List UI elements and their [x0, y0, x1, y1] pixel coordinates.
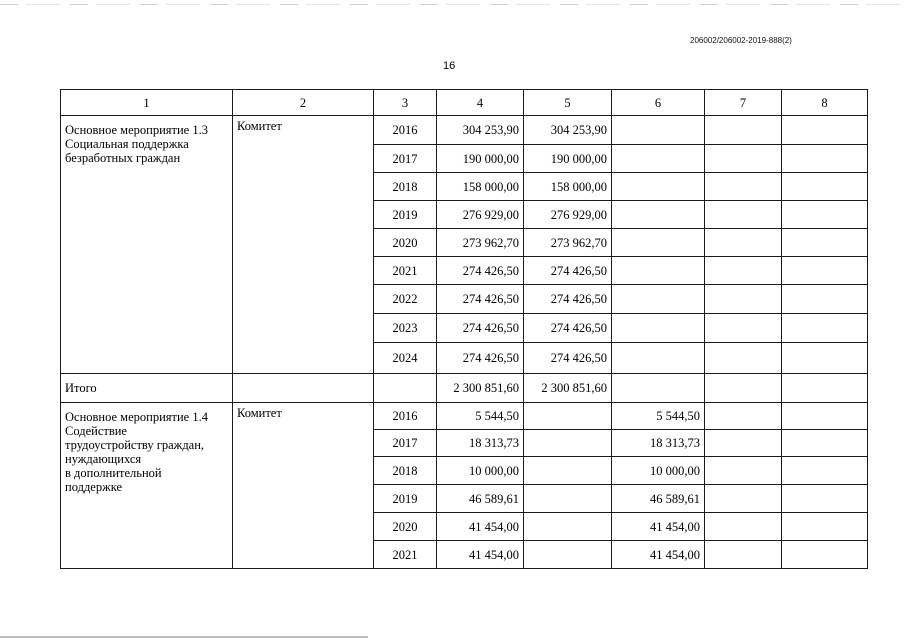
activity-name [61, 403, 233, 569]
total-cell: 41 454,00 [437, 541, 524, 569]
col6-cell [612, 257, 705, 285]
year-cell: 2022 [374, 285, 437, 314]
total-cell: 274 426,50 [437, 285, 524, 314]
col5-cell: 274 426,50 [524, 257, 612, 285]
total-label: Итого [61, 374, 233, 403]
total-col4: 2 300 851,60 [437, 374, 524, 403]
year-cell: 2024 [374, 343, 437, 374]
col5-cell: 274 426,50 [524, 285, 612, 314]
col7-cell [705, 513, 782, 541]
col7-cell [705, 343, 782, 374]
col6-cell [612, 173, 705, 201]
responsible-agency: Комитет [233, 116, 374, 374]
empty-cell [233, 374, 374, 403]
col7-cell [705, 314, 782, 343]
col8-cell [782, 314, 868, 343]
total-cell: 10 000,00 [437, 457, 524, 485]
col7-cell [705, 257, 782, 285]
col7-cell [705, 145, 782, 173]
activity-name-line: поддержке [65, 480, 123, 494]
total-cell: 158 000,00 [437, 173, 524, 201]
activity-name-line: в дополнительной [65, 466, 162, 480]
activity-name-line: Содействие [65, 424, 127, 438]
col8-cell [782, 145, 868, 173]
total-col5: 2 300 851,60 [524, 374, 612, 403]
empty-cell [782, 374, 868, 403]
column-header: 7 [705, 90, 782, 116]
col7-cell [705, 430, 782, 457]
activity-name-line: безработных граждан [65, 151, 181, 165]
year-cell: 2018 [374, 457, 437, 485]
col8-cell [782, 229, 868, 257]
col8-cell [782, 457, 868, 485]
year-cell: 2016 [374, 116, 437, 145]
page-number: 16 [443, 60, 456, 72]
scan-edge-top [0, 4, 905, 5]
col5-cell: 276 929,00 [524, 201, 612, 229]
table-row [61, 403, 868, 430]
col8-cell [782, 173, 868, 201]
document-id: 206002/206002-2019-888(2) [690, 36, 792, 45]
col6-cell: 10 000,00 [612, 457, 705, 485]
column-header: 2 [233, 90, 374, 116]
col5-cell: 190 000,00 [524, 145, 612, 173]
year-cell: 2023 [374, 314, 437, 343]
col6-cell: 46 589,61 [612, 485, 705, 513]
col7-cell [705, 485, 782, 513]
total-cell: 46 589,61 [437, 485, 524, 513]
empty-cell [374, 374, 437, 403]
total-cell: 274 426,50 [437, 257, 524, 285]
total-cell: 5 544,50 [437, 403, 524, 430]
col6-cell [612, 285, 705, 314]
col8-cell [782, 201, 868, 229]
col8-cell [782, 257, 868, 285]
col5-cell: 273 962,70 [524, 229, 612, 257]
year-cell: 2016 [374, 403, 437, 430]
total-cell: 273 962,70 [437, 229, 524, 257]
col6-cell [612, 343, 705, 374]
year-cell: 2020 [374, 513, 437, 541]
table-row [61, 116, 868, 145]
total-row [61, 374, 868, 403]
year-cell: 2020 [374, 229, 437, 257]
col5-cell [524, 513, 612, 541]
col6-cell [612, 314, 705, 343]
total-cell: 18 313,73 [437, 430, 524, 457]
col8-cell [782, 285, 868, 314]
column-header: 4 [437, 90, 524, 116]
col6-cell: 5 544,50 [612, 403, 705, 430]
table-body [61, 90, 868, 569]
col6-cell: 18 313,73 [612, 430, 705, 457]
col5-cell: 274 426,50 [524, 343, 612, 374]
col6-cell: 41 454,00 [612, 541, 705, 569]
empty-cell [612, 374, 705, 403]
activity-name-line: Социальная поддержка [65, 137, 189, 151]
col8-cell [782, 343, 868, 374]
activity-name-line: Основное мероприятие 1.3 [65, 123, 208, 137]
col5-cell [524, 403, 612, 430]
column-header: 1 [61, 90, 233, 116]
year-cell: 2019 [374, 201, 437, 229]
col6-cell [612, 116, 705, 145]
year-cell: 2021 [374, 541, 437, 569]
total-cell: 304 253,90 [437, 116, 524, 145]
column-header: 3 [374, 90, 437, 116]
total-cell: 276 929,00 [437, 201, 524, 229]
col5-cell [524, 457, 612, 485]
col7-cell [705, 116, 782, 145]
activity-name-line: трудоустройству граждан, [65, 438, 205, 452]
col6-cell [612, 145, 705, 173]
year-cell: 2017 [374, 145, 437, 173]
col8-cell [782, 430, 868, 457]
col6-cell: 41 454,00 [612, 513, 705, 541]
col7-cell [705, 285, 782, 314]
col6-cell [612, 201, 705, 229]
col5-cell: 158 000,00 [524, 173, 612, 201]
year-cell: 2019 [374, 485, 437, 513]
budget-table [60, 89, 868, 569]
col8-cell [782, 116, 868, 145]
total-cell: 274 426,50 [437, 314, 524, 343]
col7-cell [705, 173, 782, 201]
responsible-agency: Комитет [233, 403, 374, 569]
year-cell: 2017 [374, 430, 437, 457]
column-header: 5 [524, 90, 612, 116]
activity-name-line: Основное мероприятие 1.4 [65, 410, 208, 424]
col7-cell [705, 403, 782, 430]
col8-cell [782, 485, 868, 513]
col7-cell [705, 457, 782, 485]
total-cell: 190 000,00 [437, 145, 524, 173]
col8-cell [782, 541, 868, 569]
col5-cell [524, 485, 612, 513]
col5-cell [524, 541, 612, 569]
scan-edge-bottom [0, 636, 368, 638]
col5-cell [524, 430, 612, 457]
total-cell: 274 426,50 [437, 343, 524, 374]
col8-cell [782, 513, 868, 541]
col8-cell [782, 403, 868, 430]
year-cell: 2018 [374, 173, 437, 201]
col5-cell: 304 253,90 [524, 116, 612, 145]
col7-cell [705, 201, 782, 229]
total-cell: 41 454,00 [437, 513, 524, 541]
column-header: 6 [612, 90, 705, 116]
col7-cell [705, 541, 782, 569]
col7-cell [705, 229, 782, 257]
empty-cell [705, 374, 782, 403]
activity-name [61, 116, 233, 374]
col6-cell [612, 229, 705, 257]
col5-cell: 274 426,50 [524, 314, 612, 343]
year-cell: 2021 [374, 257, 437, 285]
activity-name-line: нуждающихся [65, 452, 142, 466]
column-header: 8 [782, 90, 868, 116]
header-row [61, 90, 868, 116]
